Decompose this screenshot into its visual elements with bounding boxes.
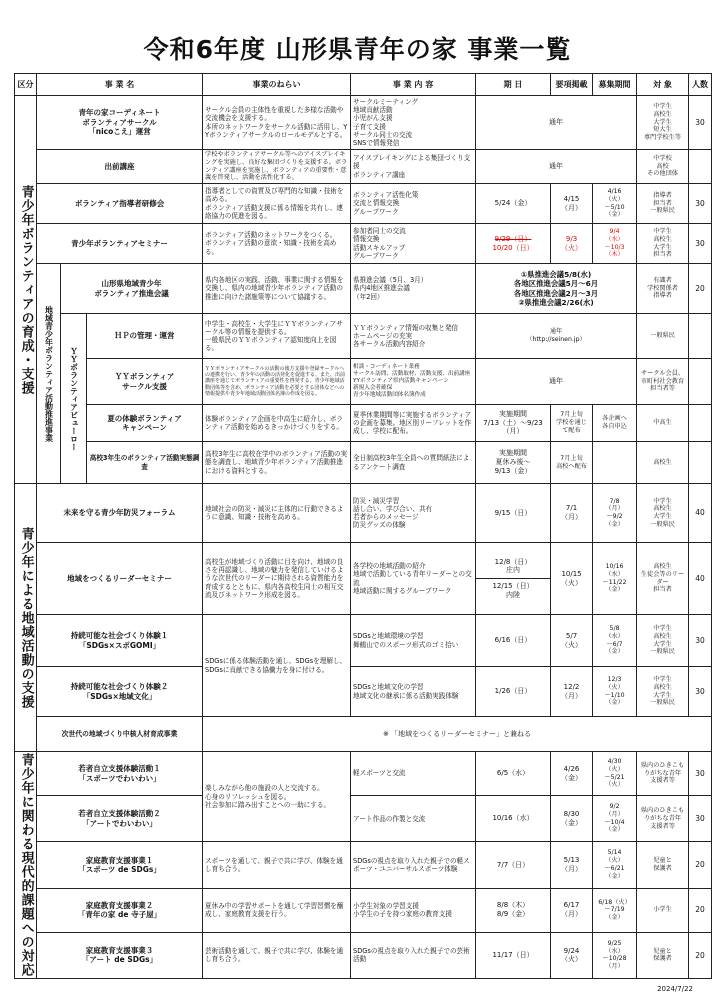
project-period: 5/14 （火） ～6/21 （金） — [593, 842, 637, 888]
project-target: 指導者 担当者 一般県民 — [637, 184, 689, 224]
project-count — [689, 359, 712, 405]
project-publication: 6/17 （月） — [551, 888, 593, 932]
project-name: 未来を守る青少年防災フォーラム — [37, 484, 203, 543]
header-date: 期 日 — [476, 74, 551, 96]
table-row — [15, 752, 712, 796]
project-content: SDGsの視点を取り入れた親子での芸術活動 — [351, 932, 476, 978]
table-row — [15, 888, 712, 932]
project-aim: SDGsに係る体験活動を通し、SDGsを理解し、SDGsに貢献できる協働力を身に付ける。 — [203, 615, 351, 717]
project-aim: 学校やボランティアサークル等へのアイスブレイキングを実施し、良好な集団づくりを支援する。ボランティア講座を実施し、ボランティアの重要性・意義を啓発し、活動を活性化する。 — [203, 150, 351, 184]
project-date: 5/24（金） — [476, 184, 551, 224]
project-target: 中学生 高校生 大学生 一般県民 — [637, 667, 689, 717]
project-aim: 県内各地区の実践、活動、事業に関する情報を交換し、県内の地域青少年ボランティア活動の推進に向けた諸施策等について協議する。 — [203, 264, 351, 314]
project-count: 40 — [689, 484, 712, 543]
table-row — [15, 314, 712, 359]
project-target: 中学生 高校生 大学生 短大生 専門学校生等 — [637, 96, 689, 150]
footer-date: 2024/7/22 — [657, 985, 693, 993]
project-name: 家庭教育支援事業３ 「アート de SDGs」 — [37, 932, 203, 978]
header-count: 人数 — [689, 74, 712, 96]
table-row — [15, 150, 712, 184]
project-period: 7/8 （月） ～9/2 （金） — [593, 484, 637, 543]
project-date: 通年 — [476, 96, 637, 150]
table-row — [15, 224, 712, 264]
header-category: 区分 — [15, 74, 37, 96]
project-period: 6/18（火） ～7/19 （金） — [593, 888, 637, 932]
project-target: 中学生 高校生 大学生 一般県民 — [637, 484, 689, 543]
project-period: 9/2 （月） ～10/4 （金） — [593, 796, 637, 842]
project-publication: 7月上旬 学校を通じて配布 — [551, 405, 593, 442]
project-content: ＹＹボランティア情報の収集と発信 ホームページの充実 各サークル活動内容紹介 — [351, 314, 476, 359]
project-target: 県内のひきこもりがちな青年 支援者等 — [637, 752, 689, 796]
project-target: 児童と 保護者 — [637, 932, 689, 978]
project-date: 11/17（日） — [476, 932, 551, 978]
project-content: 夏季休業期間等に実施するボランティアの企画を募集。地区別リーフレットを作成し、学校に配布。 — [351, 405, 476, 442]
project-date: 1/26（日） — [476, 667, 551, 717]
project-count: 30 — [689, 96, 712, 150]
project-target: サークル会員、市町村社会教育担当者等 — [637, 359, 689, 405]
header-row — [15, 74, 712, 96]
project-aim: 体験ボランティア企画を中高生に紹介し、ボランティア活動を始めるきっかけづくりをする。 — [203, 405, 351, 442]
project-name: 次世代の地域づくり中核人材育成事業 — [37, 717, 203, 752]
project-content: ボランティア活性化策 交流と情報交換 グループワーク — [351, 184, 476, 224]
date-cancelled: 9/29（日） — [494, 234, 532, 243]
project-content: 相談・コーディネート業務 サークル訪問、活動取材、活動支援、出前講座 YYボランティア県内活動キャンペーン 新規入会者確保 青少年地域活動団体名簿作成 — [351, 359, 476, 405]
project-date — [476, 224, 551, 264]
project-name: ＹＹボランティア サークル支援 — [87, 359, 203, 405]
project-name: 青年の家コーディネート ボランティアサークル 「nicoこえ」運営 — [37, 96, 203, 150]
project-aim: 芸術活動を通して、親子で共に学び、体験を通し育ち合う。 — [203, 932, 351, 978]
project-aim: ＹＹボランティアサークルの活動の後方支援や登録サークルへの連携を行い、青少年の活動の活発化を促進する。また、出前講座を通じてボランティアの重要性を啓発する。青少年地域活動団体等を含め、ボランティア活動を必要とする団体などへの情報提供や青少年地域活動団体名簿の作成を図る。 — [203, 359, 351, 405]
table-row — [15, 615, 712, 667]
project-target: 高校生 生徒会等のリーダー 担当者 — [637, 543, 689, 615]
table-row — [15, 543, 712, 615]
project-name: 若者自立支援体験活動２ 「アートでわいわい」 — [37, 796, 203, 842]
table-row — [15, 184, 712, 224]
project-name: ボランティア指導者研修会 — [37, 184, 203, 224]
project-target: 中学生 高校生 大学生 担当者 — [637, 224, 689, 264]
project-period: 12/3 （火） ～1/10 （金） — [593, 667, 637, 717]
project-name: 家庭教育支援事業１ 「スポーツ de SDGs」 — [37, 842, 203, 888]
project-name: 山形県地域青少年 ボランティア推進会議 — [61, 264, 203, 314]
project-content: 軽スポーツと交流 — [351, 752, 476, 796]
project-name: 高校3年生のボランティア活動実態調査 — [87, 442, 203, 484]
project-count: 30 — [689, 224, 712, 264]
project-target: 中学生 高校生 大学生 一般県民 — [637, 615, 689, 667]
project-content: 参加者同士の交流 情報交換 活動スキルアップ グループワーク — [351, 224, 476, 264]
project-count: 20 — [689, 932, 712, 978]
project-period: 4/16 （火） ～5/10 （金） — [593, 184, 637, 224]
project-count: 40 — [689, 543, 712, 615]
table-row — [15, 796, 712, 842]
project-name: ＨＰの管理・運営 — [87, 314, 203, 359]
project-aim: 中学生・高校生・大学生にＹＹボランティアサークル等の情報を提供する。 一般県民のＹＹボランティア認知度向上を図る。 — [203, 314, 351, 359]
project-publication: 9/3 （火） — [551, 224, 593, 264]
project-count: 30 — [689, 615, 712, 667]
project-date: 7/7（日） — [476, 842, 551, 888]
project-target: 高校生 — [637, 442, 689, 484]
table-row — [15, 264, 712, 314]
table-row — [15, 359, 712, 405]
project-note: ※ 「地域をつくるリーダーセミナー」と兼ねる — [203, 717, 712, 752]
project-period: 9/25 （水） ～10/28 （月） — [593, 932, 637, 978]
project-date: 実施期間 夏休み後～ 9/13（金） — [476, 442, 551, 484]
date-shonai: 12/8（日） 庄内 — [476, 555, 550, 580]
project-publication: 8/30 （金） — [551, 796, 593, 842]
project-content: 防災・減災学習 話し合い、学び合い、共有 若者からのメッセージ 防災グッズの体験 — [351, 484, 476, 543]
header-aim: 事業のねらい — [203, 74, 351, 96]
project-aim: スポーツを通して、親子で共に学び、体験を通し育ち合う。 — [203, 842, 351, 888]
section-label: 青少年による地域活動の支援 — [15, 484, 37, 752]
project-name: 地域をつくるリーダーセミナー — [37, 543, 203, 615]
project-period — [593, 442, 637, 484]
page-title: 令和6年度 山形県青年の家 事業一覧 — [143, 35, 572, 64]
project-date: 10/16（水） — [476, 796, 551, 842]
project-aim: 地域社会の防災・減災に主体的に行動できるように意識、知識・技術を高める。 — [203, 484, 351, 543]
project-period: 10/16 （水） ～11/22 （金） — [593, 543, 637, 615]
project-target: 小学生 — [637, 888, 689, 932]
project-target: 中学校 高校 その他団体 — [637, 150, 689, 184]
project-count: 30 — [689, 752, 712, 796]
project-content: サークルミーティング 地域貢献活動 小児がん支援 子育て支援 サークル同士の交流 SNSで情報発信 — [351, 96, 476, 150]
project-publication: 12/2 （月） — [551, 667, 593, 717]
project-date: 通年 — [476, 150, 637, 184]
table-row — [15, 405, 712, 442]
project-target: 中高生 — [637, 405, 689, 442]
project-content: SDGsの視点を取り入れた親子での軽スポーツ・ユニバーサルスポーツ体験 — [351, 842, 476, 888]
project-content: アイスブレイキングによる集団づくり支援 ボランティア講座 — [351, 150, 476, 184]
project-count: 20 — [689, 842, 712, 888]
table-row — [15, 96, 712, 150]
project-date: 通年 （http://seinen.jp） — [476, 314, 637, 359]
table-row — [15, 932, 712, 978]
project-publication: 4/26 （金） — [551, 752, 593, 796]
project-date — [476, 543, 551, 615]
project-period: 各企画へ 各自申込 — [593, 405, 637, 442]
table-row — [15, 442, 712, 484]
project-date: 8/8（木） 8/9（金） — [476, 888, 551, 932]
project-period: 9/4 （水） ～10/3 （木） — [593, 224, 637, 264]
date-inland: 12/15（日） 内陸 — [492, 582, 534, 599]
header-period: 募集期間 — [593, 74, 637, 96]
project-count: 20 — [689, 264, 712, 314]
project-content: 各学校の地域活動の紹介 地域で活動している青年リーダーとの交流 地域活動に関するグループワーク — [351, 543, 476, 615]
project-count: 30 — [689, 796, 712, 842]
project-count — [689, 442, 712, 484]
project-aim: 高校生が地域づくり活動に目を向け、地域の良さを再認識し、地域の魅力を発信していけるような次世代のリーダーに期待される資質能力を育成するとともに、県内各高校生同士の相互交流及びネットワーク形成を図る。 — [203, 543, 351, 615]
project-date: 通年 — [476, 359, 637, 405]
project-content: 県推進会議（5月、3月） 県内4地区推進会議 （年2回） — [351, 264, 476, 314]
section-label: 青少年に関わる現代的課題への対応 — [15, 752, 37, 979]
project-target: 有識者 学校関係者 指導者 — [637, 264, 689, 314]
project-content: 小学生対象の学習支援 小学生の子を持つ家庭の教育支援 — [351, 888, 476, 932]
subsection-label-2: ＹＹボランティアビューロー — [61, 314, 87, 484]
project-publication: 4/15 （月） — [551, 184, 593, 224]
project-publication: 9/24 （火） — [551, 932, 593, 978]
header-target: 対 象 — [637, 74, 689, 96]
subsection-label: 地域青少年ボランティア活動推進事業 — [37, 264, 61, 484]
project-target: 一般県民 — [637, 314, 689, 359]
project-publication: 7/1 （月） — [551, 484, 593, 543]
project-date: ①県推進会議5/8(水) 各地区推進会議5月～6月 各地区推進会議2月～3月 ②県推進会議2/26(水) — [476, 264, 637, 314]
project-count — [689, 405, 712, 442]
project-count — [689, 314, 712, 359]
project-name: 持続可能な社会づくり体験２ 「SDGs×地域文化」 — [37, 667, 203, 717]
project-aim: ボランティア活動のネットワークをつくる。 ボランティア活動の意欲・知識・技術を高める。 — [203, 224, 351, 264]
project-aim: 夏休み中の学習サポートを通して学習習慣を醸成し、家庭教育支援を行う。 — [203, 888, 351, 932]
project-date: 6/16（日） — [476, 615, 551, 667]
project-period: 4/30 （火） ～5/21 （火） — [593, 752, 637, 796]
project-count — [689, 150, 712, 184]
project-date: 9/15（日） — [476, 484, 551, 543]
header-publication: 要項掲載 — [551, 74, 593, 96]
date-revised: 10/20（日） — [492, 243, 534, 252]
table-row — [15, 842, 712, 888]
project-target: 児童と 保護者 — [637, 842, 689, 888]
project-content: 全日制高校3年生全員への質問紙法によるアンケート調査 — [351, 442, 476, 484]
project-content: アート作品の作製と交流 — [351, 796, 476, 842]
table-row — [15, 484, 712, 543]
table-row — [15, 667, 712, 717]
project-content: SDGsと地域環境の学習 舞鶴山でのスポーツ形式のゴミ拾い — [351, 615, 476, 667]
project-date: 6/5（水） — [476, 752, 551, 796]
project-name: 出前講座 — [37, 150, 203, 184]
project-aim: 楽しみながら他の施設の人と交流する。 心身のリフレッシュを図る。 社会参加に踏み出すことへの一助にする。 — [203, 752, 351, 842]
project-publication: 10/15 （火） — [551, 543, 593, 615]
section-label: 青少年ボランティアの育成・支援 — [15, 96, 37, 484]
project-name: 家庭教育支援事業２ 「青年の家 de 寺子屋」 — [37, 888, 203, 932]
project-table — [14, 73, 712, 979]
project-name: 若者自立支援体験活動１ 「スポーツでわいわい」 — [37, 752, 203, 796]
project-count: 20 — [689, 888, 712, 932]
project-date: 実施期間 7/13（土）～9/23 （月） — [476, 405, 551, 442]
project-target: 県内のひきこもりがちな青年 支援者等 — [637, 796, 689, 842]
project-aim: 高校3年生に高校在学中のボランティア活動の実態を調査し、地域青少年ボランティア活動推進における資料とする。 — [203, 442, 351, 484]
project-period: 5/8 （水） ～6/7 （金） — [593, 615, 637, 667]
project-publication: 5/7 （火） — [551, 615, 593, 667]
header-name: 事 業 名 — [37, 74, 203, 96]
project-count: 30 — [689, 667, 712, 717]
project-name: 持続可能な社会づくり体験１ 「SDGs×スポGOMI」 — [37, 615, 203, 667]
project-publication: 7月上旬 高校へ配布 — [551, 442, 593, 484]
project-content: SDGsと地域文化の学習 地域文化の継承に係る活動実践体験 — [351, 667, 476, 717]
project-name: 夏の体験ボランティア キャンペーン — [87, 405, 203, 442]
project-publication: 5/13 （月） — [551, 842, 593, 888]
project-aim: サークル会員の主体性を重視した多様な活動や交流機会を支援する。 本所のネットワークをサークル活動に活用し、YYボランティアサークルのロールモデルとする。 — [203, 96, 351, 150]
project-aim: 指導者としての資質及び専門的な知識・技術を高める。 ボランティア活動支援に係る情報を共有し、連絡協力の促進を図る。 — [203, 184, 351, 224]
header-content: 事 業 内 容 — [351, 74, 476, 96]
project-count: 30 — [689, 184, 712, 224]
table-row — [15, 717, 712, 752]
project-name: 青少年ボランティアセミナー — [37, 224, 203, 264]
